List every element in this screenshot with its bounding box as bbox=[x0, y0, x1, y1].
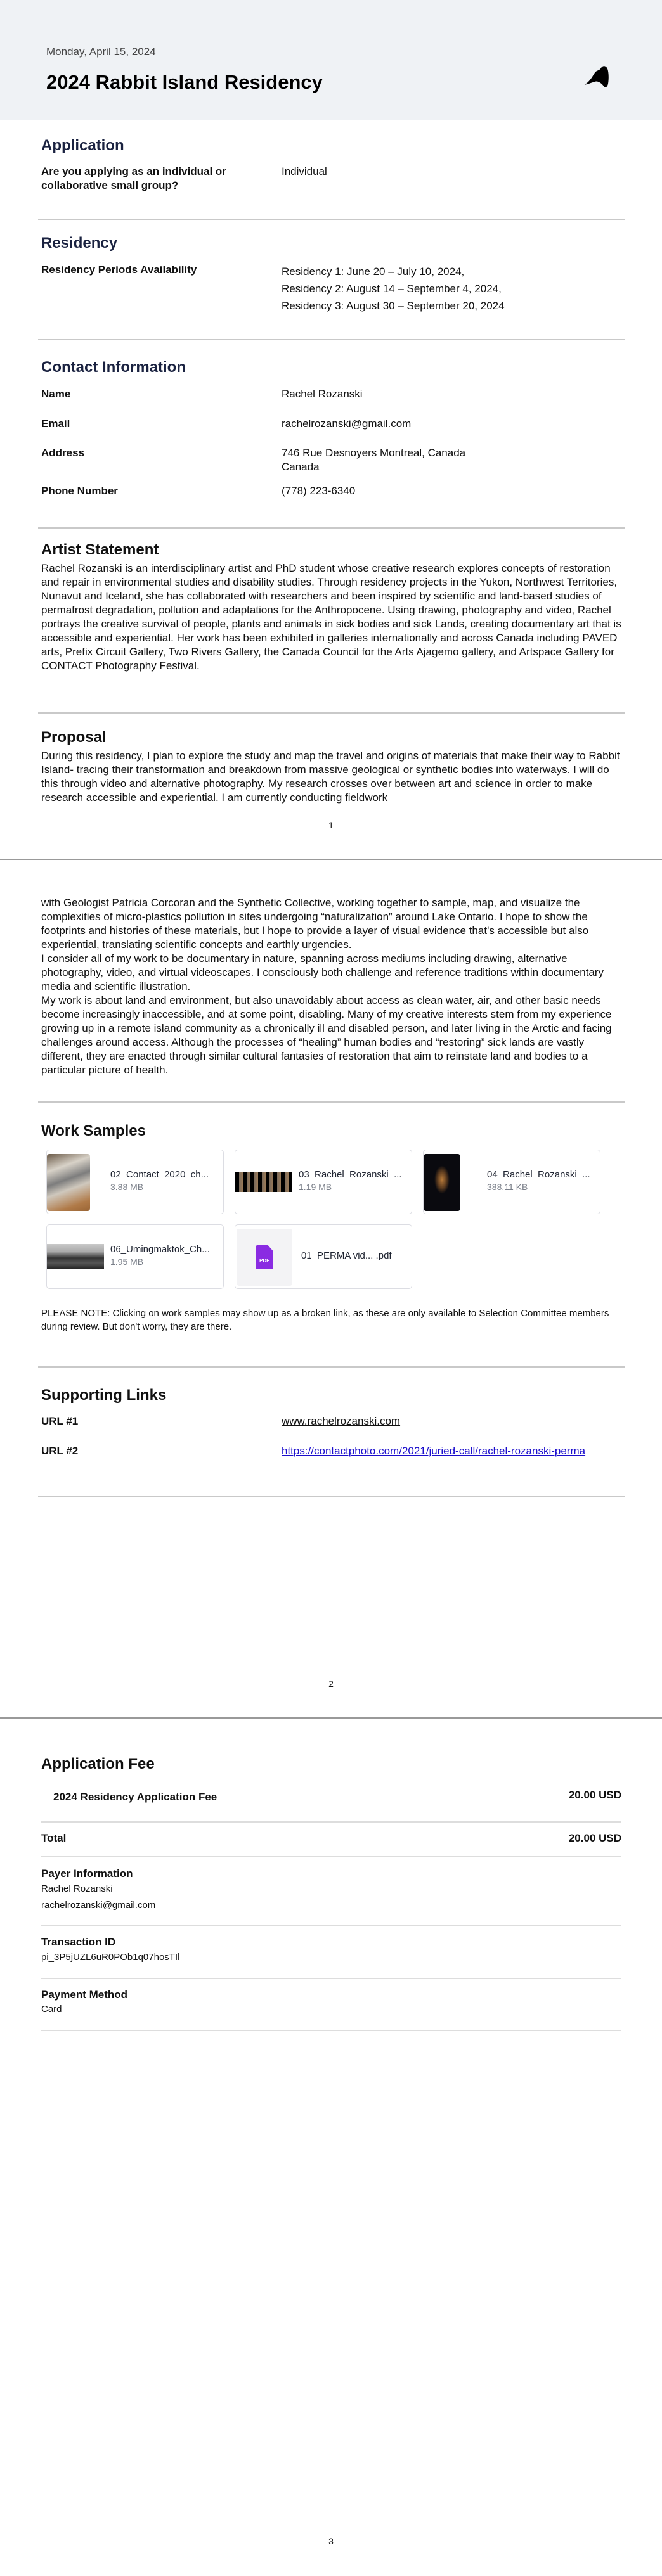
divider bbox=[38, 1496, 625, 1497]
pdf-badge: PDF bbox=[259, 1258, 269, 1264]
file-size: 1.95 MB bbox=[110, 1257, 144, 1267]
divider bbox=[38, 527, 625, 529]
page-number: 1 bbox=[328, 820, 334, 830]
residency-period: Residency 2: August 14 – September 4, 2024, bbox=[282, 283, 502, 295]
section-heading-work-samples: Work Samples bbox=[41, 1122, 146, 1139]
artist-statement-text: Rachel Rozanski is an interdisciplinary artist and PhD student whose creative research explores concepts of restoration and repair in environmental studies and disability studies. Through residency projects in the Yukon, Northwest Territories, Nunavut and Iceland, she has collaborated with researchers and been inspired by scientific and land-based studies of permafrost degradation, pollution and adaptations for the Anthropocene. Using drawing, photography and video, Rachel portrays the creative survival of people, plants and animals in sick bodies and sick Lands, creating documentary art that is accessible and experiential. Her work has been exhibited in galleries internationally and across Canada including PAVED arts, Prefix Circuit Gallery, Two Rivers Gallery, the Canada Council for the Arts Ajagemo gallery, and Artspace Gallery for CONTACT Photography Festival. bbox=[41, 562, 621, 672]
proposal-text: During this residency, I plan to explore the study and map the travel and origins of materials that make their way to Rabbit Island- tracing their transformation and breakdown from massive geological or synthetic bodies into waterways. I will do this through video and alternative photography. My research crosses over between art and science in order to make research accessible and experiential. I am currently conducting fieldwork bbox=[41, 750, 620, 804]
email-label: Email bbox=[41, 418, 70, 430]
work-sample-card[interactable] bbox=[46, 1150, 224, 1214]
divider bbox=[38, 219, 625, 220]
url2-link[interactable]: https://contactphoto.com/2021/juried-call/rachel-rozanski-perma bbox=[282, 1445, 586, 1457]
address-line: Canada bbox=[282, 461, 320, 473]
url1-link[interactable]: www.rachelrozanski.com bbox=[282, 1415, 401, 1427]
payer-email: rachelrozanski@gmail.com bbox=[41, 1900, 156, 1911]
divider bbox=[41, 1856, 621, 1857]
file-size: 3.88 MB bbox=[110, 1182, 144, 1192]
proposal-text-continued bbox=[41, 896, 625, 1077]
file-name: 04_Rachel_Rozanski_... bbox=[487, 1169, 590, 1180]
payer-info-heading: Payer Information bbox=[41, 1868, 133, 1880]
payment-method-value: Card bbox=[41, 2004, 62, 2015]
phone-label: Phone Number bbox=[41, 485, 118, 497]
work-sample-card[interactable] bbox=[46, 1224, 224, 1289]
transaction-id-value: pi_3P5jUZL6uR0POb1q07hosTIl bbox=[41, 1952, 180, 1963]
name-value: Rachel Rozanski bbox=[282, 388, 363, 400]
page-break bbox=[0, 1717, 662, 1719]
section-heading-application: Application bbox=[41, 137, 124, 154]
url1-label: URL #1 bbox=[41, 1415, 79, 1427]
work-sample-card[interactable] bbox=[235, 1150, 412, 1214]
divider bbox=[41, 1925, 621, 1926]
residency-period: Residency 3: August 30 – September 20, 2024 bbox=[282, 300, 505, 312]
page-number: 3 bbox=[328, 2536, 334, 2546]
divider bbox=[38, 1366, 625, 1368]
address-label: Address bbox=[41, 447, 85, 459]
image-thumbnail bbox=[47, 1154, 90, 1211]
work-sample-card[interactable] bbox=[423, 1150, 600, 1214]
proposal-paragraph: My work is about land and environment, but also unavoidably about access as clean water, air, and other basic needs become increasingly inaccessible, and at some point, disabling. Many of my creative interests stem from my experience growing up in a remote island community as a chronically ill and disabled person, and later living in the Arctic and facing challenges around access. Although the processes of “healing” human bodies and “restoring” sick lands are vastly different, they are enacted through similar cultural fantasies of restoration that aim to reinstate land and bodies to a particular picture of health. bbox=[41, 994, 612, 1076]
section-heading-proposal: Proposal bbox=[41, 729, 107, 746]
fee-item-label: 2024 Residency Application Fee bbox=[53, 1791, 217, 1803]
file-name: 01_PERMA vid... .pdf bbox=[301, 1250, 392, 1261]
document-header bbox=[0, 0, 662, 120]
proposal-paragraph: with Geologist Patricia Corcoran and the Synthetic Collective, working together to sample, map, and visualize the complexities of micro-plastics pollution in sites undergoing “naturalization” around Lake Ontario. I hope to show the footprints and histories of these materials, but I hope to provide a layer of visual evidence that's accessible but also experiential, translating scientific concepts and earthly urgencies. bbox=[41, 897, 589, 951]
file-size: 1.19 MB bbox=[299, 1182, 332, 1192]
page-title: 2024 Rabbit Island Residency bbox=[46, 71, 323, 93]
image-thumbnail bbox=[47, 1244, 104, 1269]
fee-item-amount: 20.00 USD bbox=[568, 1789, 621, 1801]
address-line: 746 Rue Desnoyers Montreal, Canada bbox=[282, 447, 466, 459]
payment-method-heading: Payment Method bbox=[41, 1989, 128, 2001]
residency-period: Residency 1: June 20 – July 10, 2024, bbox=[282, 266, 465, 278]
divider bbox=[41, 2030, 621, 2031]
rabbit-island-logo-icon bbox=[574, 58, 620, 98]
page-number: 2 bbox=[328, 1679, 334, 1689]
transaction-id-heading: Transaction ID bbox=[41, 1936, 116, 1948]
section-heading-contact: Contact Information bbox=[41, 359, 186, 376]
image-thumbnail bbox=[424, 1154, 460, 1211]
total-label: Total bbox=[41, 1832, 67, 1844]
residency-periods-value bbox=[282, 263, 505, 314]
proposal-paragraph: I consider all of my work to be documentary in nature, spanning across mediums including drawing, alternative photography, video, and virtual videoscapes. I consciously both challenge and reference traditions within documentary media and scientific illustration. bbox=[41, 952, 604, 992]
section-heading-supporting-links: Supporting Links bbox=[41, 1387, 167, 1404]
phone-value: (778) 223-6340 bbox=[282, 485, 356, 497]
payer-name: Rachel Rozanski bbox=[41, 1883, 113, 1894]
pdf-thumbnail bbox=[237, 1229, 292, 1286]
divider bbox=[38, 1101, 625, 1103]
divider bbox=[38, 339, 625, 340]
question-label: Are you applying as an individual or collaborative small group? bbox=[41, 165, 226, 191]
address-value bbox=[282, 446, 465, 474]
pdf-file-icon bbox=[256, 1245, 273, 1269]
file-name: 02_Contact_2020_ch... bbox=[110, 1169, 209, 1180]
divider bbox=[41, 1821, 621, 1823]
name-label: Name bbox=[41, 388, 71, 400]
image-thumbnail bbox=[235, 1172, 292, 1192]
total-amount: 20.00 USD bbox=[568, 1832, 621, 1844]
question-answer: Individual bbox=[282, 165, 327, 177]
section-heading-residency: Residency bbox=[41, 234, 118, 252]
section-heading-artist-statement: Artist Statement bbox=[41, 541, 159, 558]
page-break bbox=[0, 859, 662, 860]
file-size: 388.11 KB bbox=[487, 1182, 528, 1192]
submission-date: Monday, April 15, 2024 bbox=[46, 46, 156, 58]
divider bbox=[38, 712, 625, 714]
work-sample-card[interactable] bbox=[235, 1224, 412, 1289]
work-samples-note: PLEASE NOTE: Clicking on work samples may show up as a broken link, as these are only available to Selection Committee members during review. But don't worry, they are there. bbox=[41, 1308, 609, 1332]
file-name: 03_Rachel_Rozanski_... bbox=[299, 1169, 402, 1180]
file-name: 06_Umingmaktok_Ch... bbox=[110, 1244, 210, 1255]
divider bbox=[41, 1978, 621, 1979]
section-heading-application-fee: Application Fee bbox=[41, 1755, 155, 1772]
residency-periods-label: Residency Periods Availability bbox=[41, 264, 197, 276]
url2-label: URL #2 bbox=[41, 1445, 79, 1457]
email-value: rachelrozanski@gmail.com bbox=[282, 418, 412, 430]
